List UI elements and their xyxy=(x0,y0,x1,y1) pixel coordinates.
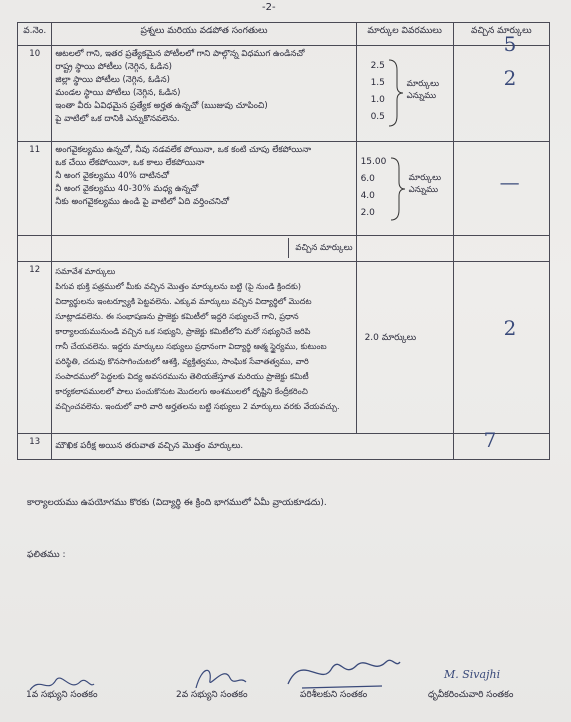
question-line: పరిస్థితి, చదువు కొనసాగించుటలో ఆశక్తి, వ్యక్తిత్వము, సాంఘిక సేవాతత్వము, వారి xyxy=(55,357,309,366)
awarded-value: 2 xyxy=(503,316,517,340)
marks-values xyxy=(361,154,387,222)
brace-icon xyxy=(387,58,405,128)
table-row xyxy=(18,142,550,236)
question-line: పిగువ భుక్తి పత్రములో మీకు వచ్చిన మొత్తం మార్కులను బట్టి (పై నుండి క్రిందకు) xyxy=(55,282,302,291)
header-marks: మార్కుల వివరములు xyxy=(356,23,453,46)
table-row xyxy=(18,434,550,460)
question-line: గానీ చేయవలెను. ఇద్దరు మార్కులు సభ్యులు ప్రధానంగా విద్యార్థి ఆత్మ స్థైర్యము, కుటుంబ xyxy=(55,342,327,351)
signature-4-text: M. Sivajhi xyxy=(444,668,501,681)
subtotal-cell xyxy=(52,236,356,262)
awarded-value: 7 xyxy=(483,428,497,452)
question-line: ఇంతా వీరు ఏవిధమైన ప్రత్యేక అర్హత ఉన్నచో (ఋజువు చూపించి) xyxy=(55,101,268,111)
question-line: నీ అంగ వైకల్యము 40-30% మధ్య ఉన్నచో xyxy=(55,184,199,194)
row-num: 11 xyxy=(18,142,52,236)
marks-label: మార్కులు ఎన్నుము xyxy=(406,79,440,101)
subtotal-label: వచ్చిన మార్కులు xyxy=(288,238,352,258)
row-questions xyxy=(52,142,356,236)
awarded-cell xyxy=(453,32,549,142)
signature-label-4: ధృవీకరించువారి సంతకం xyxy=(428,690,514,700)
question-line: సంపాదములో పెద్దలకు విద్య అవసరమును తెలియజేస్తూత మరియు ప్రాజెక్టు కమిటీ xyxy=(55,372,309,381)
marks-detail xyxy=(356,262,453,434)
question-line: జిల్లా స్థాయి పోటీలు (నెగ్గిన, ఓడిన) xyxy=(55,75,170,85)
question-line: కార్యకలాపములలో పాలు పంచుకొనుట మొదలగు అంశములలో దృష్టిని కేంద్రీకరించి xyxy=(55,387,308,396)
awarded-cell xyxy=(453,262,549,434)
empty-cell xyxy=(453,236,549,262)
question-line: విద్యార్థులను ఇంటర్వ్యూకి పెట్టవలెను. ఎక్కువ మార్కులు వచ్చిన విద్యార్థిలో మొదట xyxy=(55,297,312,306)
question-line: ఒక చేయి లేకపోయినా, ఒక కాలు లేకపోయినా xyxy=(55,158,205,168)
marks-detail xyxy=(356,142,453,236)
header-question: ప్రశ్నలు మరియు వడపోత సంగతులు xyxy=(52,23,356,46)
question-line: రాష్ట్ర స్థాయి పోటీలు (నెగ్గిన, ఓడిన) xyxy=(55,62,172,72)
mark-value: 6.0 xyxy=(360,174,375,184)
result-label: ఫలితము : xyxy=(27,550,66,560)
signature-3 xyxy=(282,648,402,692)
row-title: సమావేశ మార్కులు xyxy=(55,267,116,276)
header-awarded: వచ్చిన మార్కులు xyxy=(453,23,549,46)
mark-value: 1.5 xyxy=(370,78,385,88)
subtotal-row xyxy=(18,236,550,262)
row-num: 13 xyxy=(18,434,52,460)
row-num: 12 xyxy=(18,262,52,434)
header-num: వ.నెం. xyxy=(18,23,52,46)
empty-cell xyxy=(18,236,52,262)
question-line: మండల స్థాయి పోటీలు (నెగ్గిన, ఓడిన) xyxy=(55,88,181,98)
signature-2 xyxy=(190,660,250,694)
marks-detail xyxy=(356,46,453,142)
awarded-cell xyxy=(453,142,549,236)
question-line: నీ అంగ వైకల్యము 40% దాటినచో xyxy=(55,171,169,181)
awarded-value: 5 xyxy=(503,32,517,56)
marks-value: 2.0 మార్కులు xyxy=(364,333,417,343)
brace-icon xyxy=(389,156,407,222)
mark-value: 4.0 xyxy=(360,191,375,201)
awarded-cell xyxy=(453,428,549,460)
mark-value: 2.5 xyxy=(370,61,385,71)
table-row xyxy=(18,262,550,434)
marks-label: మార్కులు ఎన్నుము xyxy=(408,173,442,195)
awarded-value: — xyxy=(499,170,520,194)
marks-values xyxy=(371,58,385,126)
signature-label-2: 2వ సభ్యుని సంతకం xyxy=(176,690,248,700)
mark-value: 2.0 xyxy=(360,208,375,218)
signature-label-3: పరిశీలకుని సంతకం xyxy=(300,690,368,700)
question-line: పై వాటిలో ఒక దానికి ఎన్నుకొనవలెను. xyxy=(55,114,180,124)
row-questions xyxy=(52,262,356,434)
question-line: నీకు అంగవైకల్యము ఉండి పై వాటిలో ఏది వర్తించనిచో xyxy=(55,197,230,207)
marks-table xyxy=(17,22,550,460)
row-text: మౌఖిక పరీక్ష అయిన తరువాత వచ్చిన మొత్తం మార్కులు. xyxy=(52,434,453,460)
row-questions xyxy=(52,46,356,142)
empty-cell xyxy=(356,236,453,262)
table-row xyxy=(18,46,550,142)
mark-value: 0.5 xyxy=(370,112,385,122)
mark-value: 15.00 xyxy=(360,157,387,167)
question-line: అంగవైకల్యము ఉన్నచో, నీవు నడవలేక పోయినా, ఒక కంటి చూపు లేకపోయినా xyxy=(55,145,312,155)
question-line: ఆటలలో గాని, ఇతర ప్రత్యేకమైన పోటీలలో గాని పాల్గొన్న విధముగ ఉండినచో xyxy=(55,49,305,59)
awarded-value-2: 2 xyxy=(503,66,517,90)
question-line: సూట్లాడవలెను. ఈ సంభాషణను ప్రాజెక్టు కమిటీలో ఇద్దరి సభ్యులచే గాని, ప్రధాన xyxy=(55,312,299,321)
question-line: వచ్చించవలెను. ఇందులో వారి వారి అర్హతలను బట్టి సభ్యులు 2 మార్కులు వరకు వేయవచ్చు. xyxy=(55,402,340,411)
table-header xyxy=(18,23,550,46)
signature-label-1: 1వ సభ్యుని సంతకం xyxy=(26,690,98,700)
page-number: -2- xyxy=(262,2,276,13)
office-use-note: కార్యాలయము ఉపయోగము కొరకు (విద్యార్థి ఈ క్రింది భాగములో ఏమీ వ్రాయకూడదు). xyxy=(27,498,327,508)
question-line: కార్యాలయమునుండి వచ్చిన ఒక సభ్యుని, ప్రాజెక్టు కమిటీలోని మరో సభ్యునిచే జరిపి xyxy=(55,327,311,336)
row-num: 10 xyxy=(18,46,52,142)
mark-value: 1.0 xyxy=(370,95,385,105)
